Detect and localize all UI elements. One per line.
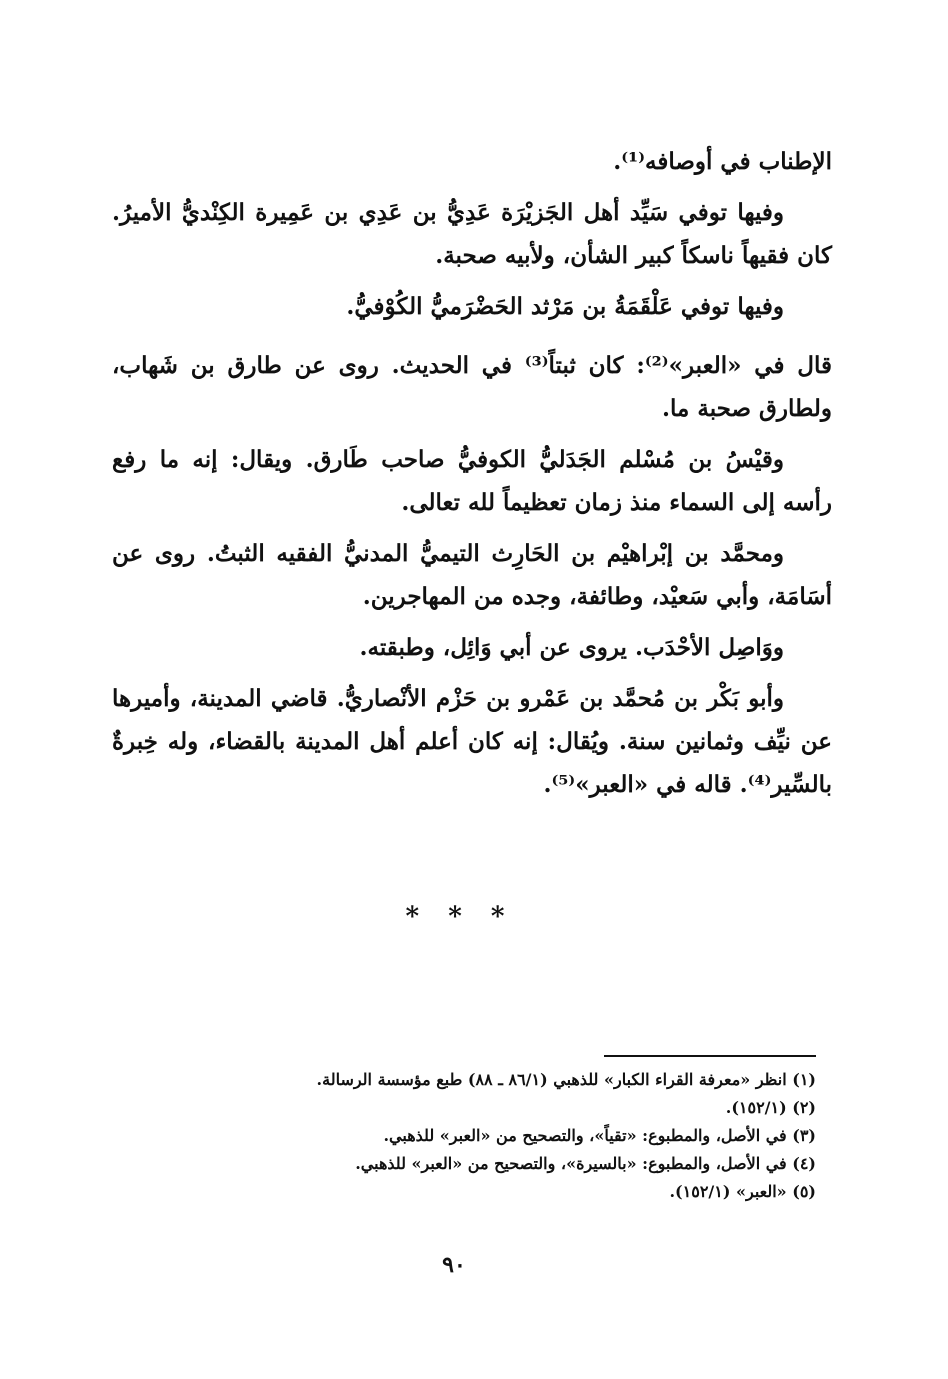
paragraph-alqama: وفيها توفي عَلْقَمَةُ بن مَرْثد الحَضْرَميُّ الكُوْفيُّ. [346, 293, 784, 320]
footnote-5: (٥) «العبر» (١٥٢/١). [669, 1182, 816, 1201]
paragraph-al-ibar-quote: قال في «العبر»⁽²⁾: كان ثبتاً⁽³⁾ في الحديث. روى عن طارق بن شَهاب، ولطارق صحبة ما. [112, 352, 832, 422]
paragraph-muhammad-ibn-ibrahim: ومحمَّد بن إبْراهيْم بن الحَارِث التيميُّ المدنيُّ الفقيه الثبتُ. روى عن أسَامَة، وأبي سَعيْد، وطائفة، وجده من المهاجرين. [112, 540, 832, 610]
section-separator: * * * [405, 902, 515, 932]
paragraph-qays: وقيْسُ بن مُسْلم الجَدَليُّ الكوفيُّ صاحب طَارق. ويقال: إنه ما رفع رأسه إلى السماء منذ زمان تعظيماً لله تعالى. [112, 446, 832, 516]
paragraph-adi-ibn-adi: وفيها توفي سَيِّد أهل الجَزيْرَة عَدِيُّ بن عَدِي بن عَمِيرة الكِنْديُّ الأميرُ. كان فقيهاً ناسكاً كبير الشأن، ولأبيه صحبة. [112, 199, 832, 269]
body-text [112, 140, 832, 814]
page-number: ٩٠ [442, 1252, 466, 1278]
paragraph-abu-bakr: وأبو بَكْر بن مُحمَّد بن عَمْرو بن حَزْم الأنْصاريُّ. قاضي المدينة، وأميرها عن نيِّف وثمانين سنة. ويُقال: إنه كان أعلم أهل المدينة بالقضاء، وله خِبرةٌ بالسِّير⁽⁴⁾. قاله في «العبر»⁽⁵⁾. [112, 685, 832, 798]
footnote-4: (٤) في الأصل، والمطبوع: «بالسيرة»، والتصحيح من «العبر» للذهبي. [355, 1154, 816, 1173]
footnote-rule [604, 1055, 816, 1057]
paragraph-continuation: الإطناب في أوصافه⁽¹⁾. [613, 148, 832, 175]
footnote-1: (١) انظر «معرفة القراء الكبار» للذهبي (٨٦/١ ـ ٨٨) طبع مؤسسة الرسالة. [316, 1070, 816, 1089]
paragraph-wasil: ووَاصِل الأحْدَب. يروى عن أبي وَائِل، وطبقته. [359, 634, 784, 661]
footnote-2: (٢) (١٥٢/١). [725, 1098, 816, 1117]
footnotes [200, 1066, 816, 1206]
footnote-3: (٣) في الأصل، والمطبوع: «تقياً»، والتصحيح من «العبر» للذهبي. [383, 1126, 816, 1145]
